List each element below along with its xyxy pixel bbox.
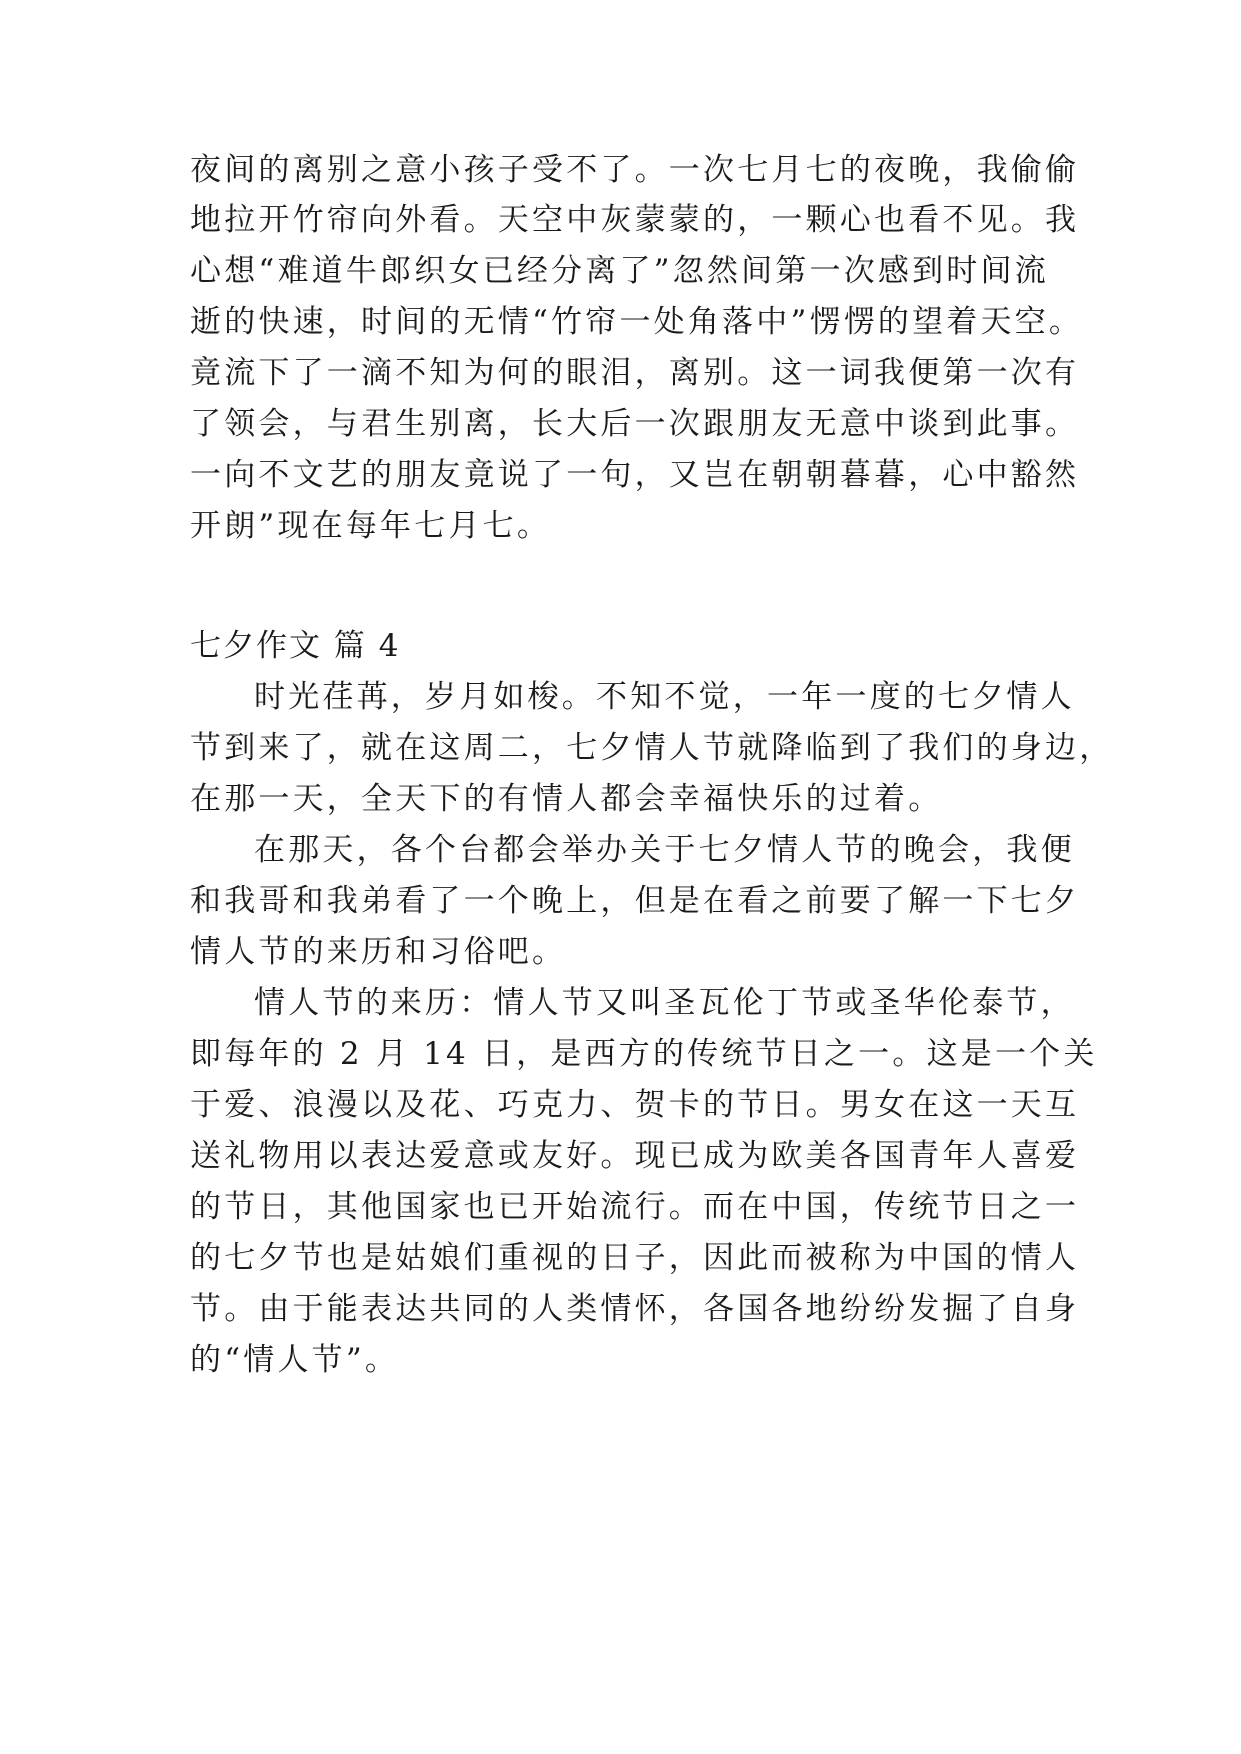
body-line: 在那天，各个台都会举办关于七夕情人节的晚会，我便 — [254, 832, 1075, 868]
body-line: 和我哥和我弟看了一个晚上，但是在看之前要了解一下七夕 — [190, 883, 1080, 919]
body-line: 时光荏苒，岁月如梭。不知不觉，一年一度的七夕情人 — [254, 679, 1075, 715]
body-line: 的节日，其他国家也已开始流行。而在中国，传统节日之一 — [190, 1189, 1080, 1225]
section-heading: 七夕作文 篇 4 — [190, 628, 401, 664]
body-line: 地拉开竹帘向外看。天空中灰蒙蒙的，一颗心也看不见。我 — [190, 202, 1080, 238]
body-line: 节。由于能表达共同的人类情怀，各国各地纷纷发掘了自身 — [190, 1291, 1080, 1327]
body-line: 夜间的离别之意小孩子受不了。一次七月七的夜晚，我偷偷 — [190, 152, 1080, 188]
body-line: 心想“难道牛郎织女已经分离了”忽然间第一次感到时间流 — [190, 253, 1049, 289]
body-line: 的七夕节也是姑娘们重视的日子，因此而被称为中国的情人 — [190, 1240, 1080, 1276]
body-line: 节到来了，就在这周二，七夕情人节就降临到了我们的身边， — [190, 730, 1114, 766]
body-line: 开朗”现在每年七月七。 — [190, 508, 552, 544]
body-line: 了领会，与君生别离，长大后一次跟朋友无意中谈到此事。 — [190, 406, 1080, 442]
body-line: 于爱、浪漫以及花、巧克力、贺卡的节日。男女在这一天互 — [190, 1087, 1080, 1123]
body-line: 一向不文艺的朋友竟说了一句，又岂在朝朝暮暮，心中豁然 — [190, 457, 1080, 493]
body-line: 竟流下了一滴不知为何的眼泪，离别。这一词我便第一次有 — [190, 355, 1080, 391]
body-line: 的“情人节”。 — [190, 1342, 400, 1378]
body-line: 在那一天，全天下的有情人都会幸福快乐的过着。 — [190, 781, 943, 817]
body-line: 送礼物用以表达爱意或友好。现已成为欧美各国青年人喜爱 — [190, 1138, 1080, 1174]
body-line: 情人节的来历：情人节又叫圣瓦伦丁节或圣华伦泰节， — [254, 985, 1075, 1021]
body-line: 即每年的 2 月 14 日，是西方的传统节日之一。这是一个关 — [190, 1036, 1098, 1072]
body-line: 情人节的来历和习俗吧。 — [190, 934, 567, 970]
body-line: 逝的快速，时间的无情“竹帘一处角落中”愣愣的望着天空。 — [190, 304, 1084, 340]
